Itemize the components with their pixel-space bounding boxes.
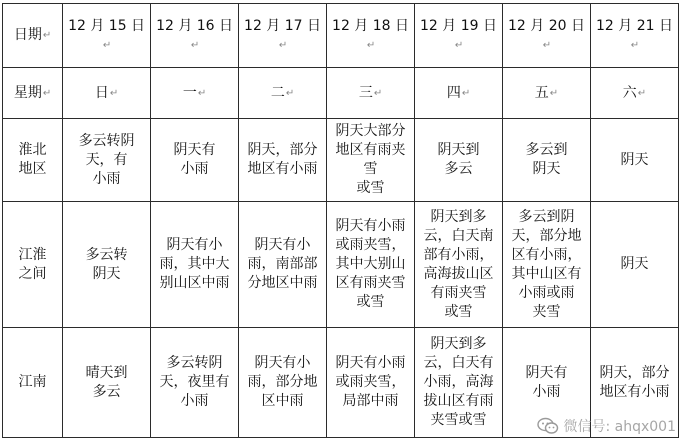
date-cell: 12 月 20 日↵: [503, 4, 591, 68]
region-row-jianghuai: [3, 202, 679, 328]
wechat-icon: [537, 417, 559, 435]
weekday-row: [3, 68, 679, 119]
forecast-cell: 多云到阴 天，部分地 区有小雨， 其中山区有 小雨或雨 夹雪: [503, 202, 591, 328]
forecast-cell: 阴天到 多云: [415, 119, 503, 202]
forecast-cell: 阴天有小雨 或雨夹雪， 其中大别山 区有雨夹雪 或雪: [327, 202, 415, 328]
forecast-cell: 阴天有 小雨: [151, 119, 239, 202]
weather-forecast-table: [2, 3, 679, 438]
region-label: 淮北 地区: [3, 119, 63, 202]
date-cell: 12 月 21 日↵: [590, 4, 678, 68]
region-row-huaibei: [3, 119, 679, 202]
forecast-cell: 阴天有小 雨，南部部 分地区中雨: [239, 202, 327, 328]
date-cell: 12 月 17 日↵: [239, 4, 327, 68]
forecast-cell: 多云到 阴天: [503, 119, 591, 202]
forecast-cell: 阴天，部分 地区有小雨: [590, 328, 678, 438]
weekday-cell: 四↵: [415, 68, 503, 119]
watermark-text: 微信号: ahqx001: [563, 419, 676, 435]
weekday-cell: 三↵: [327, 68, 415, 119]
weekday-cell: 一↵: [151, 68, 239, 119]
forecast-cell: 多云转阴 天，夜里有 小雨: [151, 328, 239, 438]
forecast-cell: 阴天到多 云，白天南 部有小雨， 高海拔山区 有雨夹雪 或雪: [415, 202, 503, 328]
weekday-row-label: 星期↵: [3, 68, 63, 119]
forecast-cell: 阴天有 小雨: [503, 328, 591, 438]
region-label: 江淮 之间: [3, 202, 63, 328]
date-row: [3, 4, 679, 68]
forecast-cell: 阴天有小 雨，其中大 别山区中雨: [151, 202, 239, 328]
region-label: 江南: [3, 328, 63, 438]
weekday-cell: 六↵: [590, 68, 678, 119]
forecast-cell: 阴天大部分 地区有雨夹 雪 或雪: [327, 119, 415, 202]
date-cell: 12 月 16 日↵: [151, 4, 239, 68]
forecast-cell: 阴天有小 雨，部分地 区中雨: [239, 328, 327, 438]
forecast-cell: 阴天到多 云，白天有 小雨，高海 拔山区有雨 夹雪或雪: [415, 328, 503, 438]
date-cell: 12 月 19 日↵: [415, 4, 503, 68]
date-cell: 12 月 18 日↵: [327, 4, 415, 68]
weekday-cell: 日↵: [63, 68, 151, 119]
date-cell: 12 月 15 日↵: [63, 4, 151, 68]
forecast-cell: 阴天有小雨 或雨夹雪， 局部中雨: [327, 328, 415, 438]
forecast-cell: 晴天到 多云: [63, 328, 151, 438]
forecast-cell: 阴天: [590, 202, 678, 328]
date-row-label: 日期↵: [3, 4, 63, 68]
forecast-cell: 多云转阴 天，有 小雨: [63, 119, 151, 202]
wechat-watermark: [537, 416, 676, 436]
forecast-cell: 阴天，部分 地区有小雨: [239, 119, 327, 202]
forecast-cell: 阴天: [590, 119, 678, 202]
weekday-cell: 五↵: [503, 68, 591, 119]
weekday-cell: 二↵: [239, 68, 327, 119]
forecast-cell: 多云转 阴天: [63, 202, 151, 328]
